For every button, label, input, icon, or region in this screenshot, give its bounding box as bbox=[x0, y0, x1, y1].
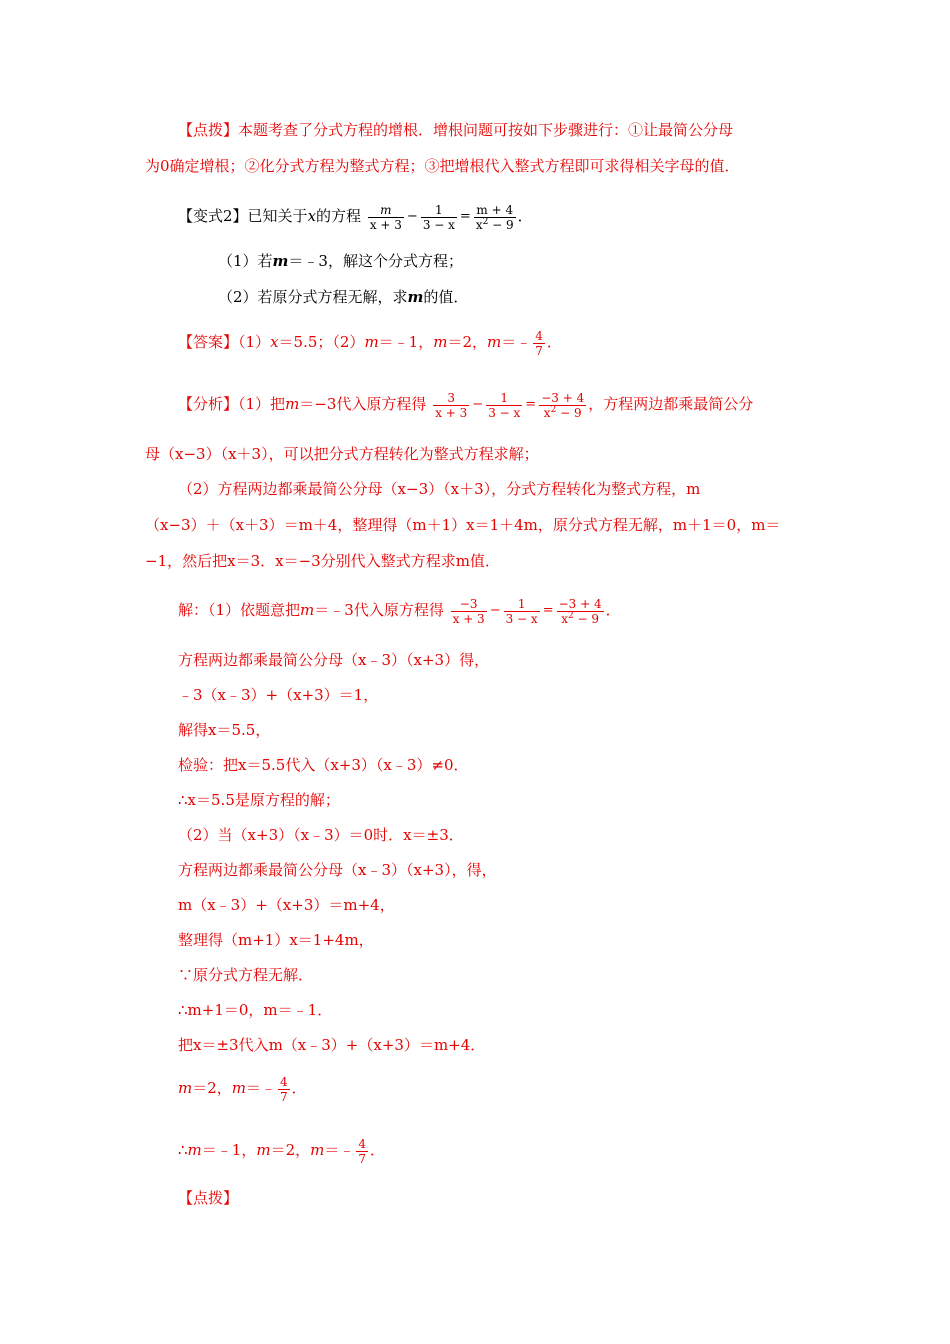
tip2-tag: 【点拨】 bbox=[178, 1189, 239, 1207]
frac-den-a: x bbox=[543, 405, 551, 420]
question-1 bbox=[218, 251, 463, 271]
frac-den: 3 − x bbox=[422, 217, 455, 232]
frac-den-a: x bbox=[561, 611, 568, 626]
q1-a: （1）若 bbox=[218, 252, 273, 270]
an-b: ＝−3代入原方程得 bbox=[299, 395, 427, 413]
frac-den: x + 3 bbox=[435, 405, 468, 420]
frac-den: 3 − x bbox=[488, 405, 521, 420]
solution-fraction-2 bbox=[504, 597, 540, 626]
solution-step: ∴m+1＝0，m＝﹣1． bbox=[178, 1001, 333, 1019]
frac-den-a: x bbox=[475, 217, 483, 232]
variant-fraction-2 bbox=[421, 203, 457, 232]
solution-step: 方程两边都乘最简公分母（x﹣3）（x+3），得， bbox=[178, 861, 497, 879]
solution-step: （2）当（x+3）（x﹣3）＝0时．x＝±3． bbox=[178, 826, 464, 844]
solution-step: ∵原分式方程无解． bbox=[178, 966, 314, 984]
ans-p1: （1） bbox=[238, 333, 271, 351]
variant-tag: 【变式2】 bbox=[178, 207, 248, 225]
frac-num: 1 bbox=[435, 202, 443, 217]
solution-step: ﹣3（x﹣3）+（x+3）＝1， bbox=[178, 686, 379, 704]
solution-step: m（x﹣3）+（x+3）＝m+4， bbox=[178, 896, 395, 914]
result-fraction-1 bbox=[278, 1075, 290, 1104]
sol-b: ＝﹣3代入原方程得 bbox=[314, 601, 444, 619]
frac-num: 1 bbox=[500, 390, 509, 405]
analysis-fraction-2 bbox=[486, 391, 522, 420]
solution-step: ∴x＝5.5是原方程的解； bbox=[178, 791, 340, 809]
result-fraction-2 bbox=[356, 1137, 368, 1166]
r1-end: ． bbox=[291, 1079, 307, 1097]
frac-den-sup: 2 bbox=[550, 404, 557, 415]
question-2 bbox=[218, 287, 468, 307]
solution-fraction-1 bbox=[451, 597, 487, 626]
op-minus: − bbox=[472, 397, 484, 412]
frac-den: 3 − x bbox=[505, 611, 538, 626]
frac-num: 1 bbox=[517, 596, 526, 611]
analysis-line3: （2）方程两边都乘最简公分母（x−3）（x＋3），分式方程转化为整式方程，m bbox=[178, 480, 701, 498]
variant-var-x: x bbox=[307, 207, 317, 225]
solution-result-1 bbox=[178, 1064, 307, 1112]
variant-prefix: 已知关于 bbox=[247, 207, 308, 225]
op-eq: = bbox=[459, 209, 471, 224]
q2-m: m bbox=[407, 288, 424, 306]
frac-den: 7 bbox=[535, 343, 543, 358]
variant-fraction-1 bbox=[368, 203, 404, 232]
sol-m: m bbox=[300, 601, 315, 619]
op-minus: − bbox=[489, 603, 501, 618]
r1-d: ＝﹣ bbox=[246, 1079, 277, 1097]
r1-b: ＝2， bbox=[192, 1079, 232, 1097]
ans-m2: m bbox=[433, 333, 448, 351]
an-c: ，方程两边都乘最简公分 bbox=[588, 395, 754, 413]
frac-den-b: − 9 bbox=[573, 611, 600, 626]
frac-den: 7 bbox=[358, 1151, 366, 1166]
solution-step: 把x＝±3代入m（x﹣3）+（x+3）＝m+4． bbox=[178, 1036, 486, 1054]
frac-num: −3 + 4 bbox=[541, 390, 585, 405]
ans-m3: m bbox=[487, 333, 502, 351]
an-a: （1）把 bbox=[238, 395, 286, 413]
frac-num: m bbox=[380, 202, 392, 217]
ans-x: x bbox=[270, 333, 279, 351]
analysis-line5: −1，然后把x＝3．x＝−3分别代入整式方程求m值． bbox=[145, 552, 500, 570]
r2-f: m bbox=[310, 1141, 325, 1159]
r2-d: m bbox=[256, 1141, 271, 1159]
answer-fraction bbox=[533, 329, 545, 358]
tip1-tag: 【点拨】 bbox=[178, 121, 239, 139]
q2-a: （2）若原分式方程无解，求 bbox=[218, 288, 408, 306]
r2-end: ． bbox=[370, 1141, 386, 1159]
op-minus: − bbox=[406, 209, 418, 224]
tip1-text1: 本题考查了分式方程的增根．增根问题可按如下步骤进行：①让最简公分母 bbox=[238, 121, 734, 139]
r2-g: ＝﹣ bbox=[324, 1141, 355, 1159]
frac-num: 4 bbox=[358, 1136, 366, 1151]
ans-p2: ＝5.5；（2） bbox=[278, 333, 365, 351]
variant-middle: 的方程 bbox=[316, 207, 362, 225]
r2-c: ＝﹣1， bbox=[201, 1141, 257, 1159]
sol-a: 解：（1）依题意把 bbox=[178, 601, 301, 619]
solution-line1 bbox=[178, 586, 621, 634]
analysis-line1 bbox=[178, 380, 753, 428]
frac-den-sup: 2 bbox=[482, 216, 489, 227]
sol-end: ． bbox=[605, 601, 621, 619]
ans-p4: ＝2， bbox=[447, 333, 487, 351]
an-m: m bbox=[285, 395, 300, 413]
r2-b: m bbox=[187, 1141, 202, 1159]
frac-num: 3 bbox=[447, 390, 456, 405]
analysis-line2: 母（x−3）（x＋3），可以把分式方程转化为整式方程求解； bbox=[145, 445, 539, 463]
frac-den-b: − 9 bbox=[488, 217, 514, 232]
r1-c: m bbox=[231, 1079, 247, 1097]
frac-den: x + 3 bbox=[452, 611, 485, 626]
solution-step: 方程两边都乘最简公分母（x﹣3）（x+3）得， bbox=[178, 651, 490, 669]
ans-m1: m bbox=[364, 333, 379, 351]
solution-fraction-3 bbox=[557, 597, 604, 626]
frac-den-sup: 2 bbox=[567, 610, 574, 621]
ans-end: ． bbox=[546, 333, 562, 351]
solution-step: 整理得（m+1）x＝1+4m， bbox=[178, 931, 374, 949]
solution-step: 检验：把x＝5.5代入（x+3）（x﹣3）≠0． bbox=[178, 756, 469, 774]
frac-num: m + 4 bbox=[476, 202, 514, 217]
solution-result-2 bbox=[178, 1126, 385, 1174]
answer-tag: 【答案】 bbox=[178, 333, 239, 351]
analysis-tag: 【分析】 bbox=[178, 395, 239, 413]
frac-num: −3 + 4 bbox=[558, 596, 602, 611]
q1-m: m bbox=[272, 252, 289, 270]
answer-line bbox=[178, 318, 562, 366]
analysis-fraction-3 bbox=[539, 391, 586, 420]
r2-a: ∴ bbox=[178, 1141, 188, 1159]
frac-den-b: − 9 bbox=[556, 405, 582, 420]
ans-p3: ＝﹣1， bbox=[378, 333, 434, 351]
q1-b: ＝﹣3，解这个分式方程； bbox=[288, 252, 463, 270]
frac-num: −3 bbox=[459, 596, 478, 611]
frac-num: 4 bbox=[280, 1074, 288, 1089]
ans-p5: ＝﹣ bbox=[501, 333, 532, 351]
op-eq: = bbox=[525, 397, 537, 412]
frac-den: x + 3 bbox=[369, 217, 402, 232]
variant-fraction-3 bbox=[474, 203, 516, 232]
analysis-fraction-1 bbox=[433, 391, 469, 420]
frac-num: 4 bbox=[535, 328, 543, 343]
r2-e: ＝2， bbox=[270, 1141, 311, 1159]
r1-a: m bbox=[178, 1079, 193, 1097]
variant-stem bbox=[178, 192, 533, 240]
op-eq: = bbox=[542, 603, 554, 618]
variant-end: ． bbox=[517, 207, 533, 225]
frac-den: 7 bbox=[280, 1089, 288, 1104]
tip1-line2: 为0确定增根；②化分式方程为整式方程；③把增根代入整式方程即可求得相关字母的值． bbox=[145, 157, 740, 175]
solution-step: 解得x＝5.5， bbox=[178, 721, 271, 739]
analysis-line4: （x−3）＋（x＋3）＝m＋4，整理得（m＋1）x＝1＋4m，原分式方程无解，m＋1＝0，m＝ bbox=[145, 516, 781, 534]
q2-b: 的值． bbox=[423, 288, 469, 306]
tip1-line1 bbox=[178, 120, 733, 140]
